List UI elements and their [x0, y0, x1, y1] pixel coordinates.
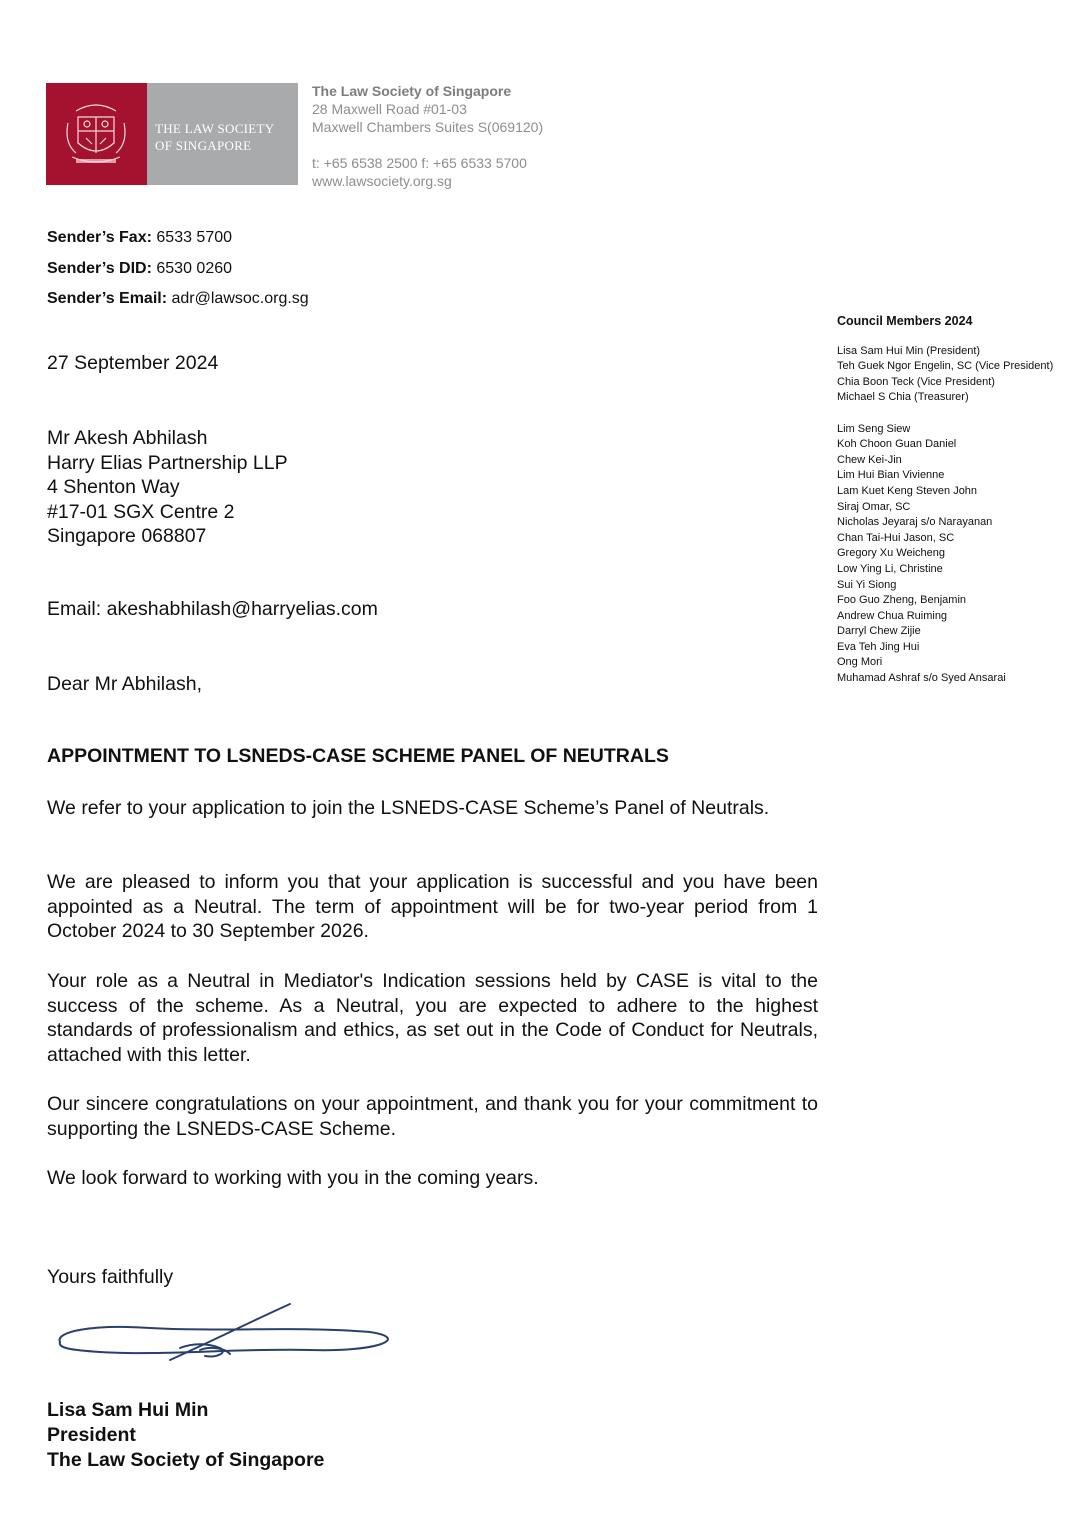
- sender-did-label: Sender’s DID:: [47, 260, 152, 277]
- law-society-logo: [46, 83, 298, 185]
- logo-text-line1: THE LAW SOCIETY: [155, 121, 275, 136]
- council-member: Lim Seng Siew: [837, 422, 911, 435]
- sender-email-value: adr@lawsoc.org.sg: [171, 290, 309, 307]
- signer-title: President: [47, 1424, 136, 1446]
- recipient-line: 4 Shenton Way: [47, 476, 180, 498]
- council-members-list: [837, 314, 1077, 687]
- sender-fax: [47, 229, 232, 247]
- council-member: Lam Kuet Keng Steven John: [837, 484, 978, 497]
- recipient-address: [47, 426, 288, 549]
- salutation: Dear Mr Abhilash,: [47, 673, 202, 695]
- council-member: Koh Choon Guan Daniel: [837, 438, 957, 451]
- recipient-line: Singapore 068807: [47, 525, 207, 547]
- paragraph: Your role as a Neutral in Mediator's Indication sessions held by CASE is vital to the success of the scheme. As a Neutral, you are expected to adhere to the highest standards of professionalism and ethics, as set out in the Code of Conduct for Neutrals, attached with this letter.: [47, 970, 818, 1066]
- council-member: Nicholas Jeyaraj s/o Narayanan: [837, 516, 993, 529]
- recipient-email: Email: akeshabhilash@harryelias.com: [47, 598, 378, 620]
- sender-email-label: Sender’s Email:: [47, 290, 168, 307]
- signer-org: The Law Society of Singapore: [47, 1449, 325, 1471]
- recipient-line: Harry Elias Partnership LLP: [47, 451, 288, 474]
- letter-subject: APPOINTMENT TO LSNEDS-CASE SCHEME PANEL OF NEUTRALS: [47, 745, 669, 767]
- council-member: Ong Mori: [837, 656, 883, 669]
- council-member: Foo Guo Zheng, Benjamin: [837, 594, 967, 607]
- sender-email: [47, 290, 309, 308]
- council-member: Andrew Chua Ruiming: [837, 609, 948, 622]
- logo-text-line2: OF SINGAPORE: [155, 138, 252, 153]
- org-name: The Law Society of Singapore: [312, 83, 512, 99]
- council-officer: Teh Guek Ngor Engelin, SC (Vice President): [837, 360, 1054, 373]
- council-officer: Michael S Chia (Treasurer): [837, 391, 969, 404]
- sender-did: [47, 260, 232, 278]
- council-member: Lim Hui Bian Vivienne: [837, 469, 945, 482]
- council-member: Chan Tai-Hui Jason, SC: [837, 531, 955, 544]
- council-member: Eva Teh Jing Hui: [837, 640, 920, 653]
- letterhead-contact: [312, 82, 543, 190]
- council-member: Sui Yi Siong: [837, 578, 897, 591]
- signature-image: [50, 1298, 400, 1368]
- org-address-line2: Maxwell Chambers Suites S(069120): [312, 119, 544, 135]
- council-member: Gregory Xu Weicheng: [837, 547, 946, 560]
- paragraph: Our sincere congratulations on your appointment, and thank you for your commitment to supporting the LSNEDS-CASE Scheme.: [47, 1093, 818, 1140]
- council-officer: Chia Boon Teck (Vice President): [837, 375, 995, 388]
- council-member: Low Ying Li, Christine: [837, 562, 943, 575]
- closing-phrase: Yours faithfully: [47, 1266, 174, 1288]
- org-website: www.lawsociety.org.sg: [312, 173, 452, 189]
- crest-icon: [46, 83, 147, 185]
- org-phone-fax: t: +65 6538 2500 f: +65 6533 5700: [312, 155, 527, 171]
- paragraph: We look forward to working with you in the coming years.: [47, 1167, 539, 1189]
- council-member: Chew Kei-Jin: [837, 453, 902, 466]
- org-address-line1: 28 Maxwell Road #01-03: [312, 101, 467, 117]
- signer-name: Lisa Sam Hui Min: [47, 1399, 209, 1421]
- paragraph: We are pleased to inform you that your application is successful and you have been appointed as a Neutral. The term of appointment will be for two-year period from 1 October 2024 to 30 September 2026.: [47, 871, 818, 942]
- council-title: Council Members 2024: [837, 314, 973, 328]
- sender-fax-label: Sender’s Fax:: [47, 229, 152, 246]
- sender-fax-value: 6533 5700: [156, 229, 233, 246]
- paragraph: We refer to your application to join the LSNEDS-CASE Scheme’s Panel of Neutrals.: [47, 797, 770, 819]
- council-officer: Lisa Sam Hui Min (President): [837, 344, 981, 357]
- logo-name-panel: [147, 83, 298, 185]
- council-member: Muhamad Ashraf s/o Syed Ansarai: [837, 672, 1006, 685]
- sender-did-value: 6530 0260: [156, 260, 233, 277]
- recipient-line: #17-01 SGX Centre 2: [47, 500, 235, 523]
- letter-date: 27 September 2024: [47, 352, 219, 374]
- recipient-line: Mr Akesh Abhilash: [47, 427, 208, 449]
- council-member: Darryl Chew Zijie: [837, 625, 921, 638]
- council-member: Siraj Omar, SC: [837, 500, 911, 513]
- signer-block: [47, 1398, 324, 1473]
